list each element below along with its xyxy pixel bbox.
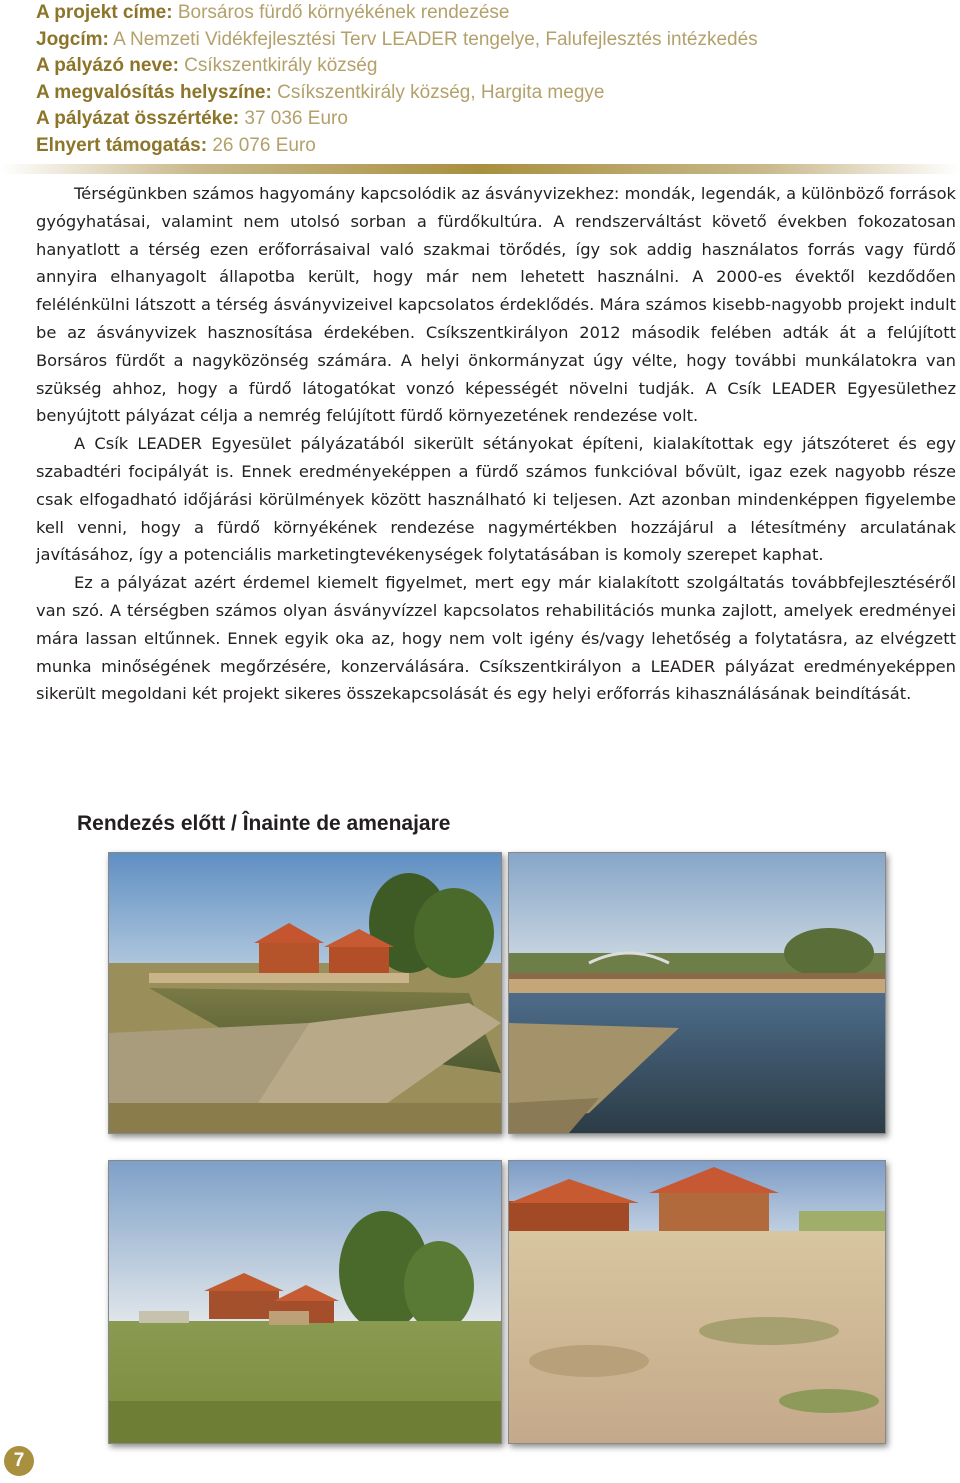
page-number-badge: 7 (4, 1446, 34, 1476)
paragraph-3: Ez a pályázat azért érdemel kiemelt figyelmet, mert egy már kialakított szolgáltatás továbbfejlesztéséről van szó. A térségben számos olyan ásványvízzel kapcsolatos rehabilitációs munka zajlott, amelyek eredményei mára lassan eltűnnek. Ennek egyik oka az, hogy nem volt igény és/vagy lehetőség a folytatásra, az elvégzett munka minőségének megőrzésére, konzerválására. Csíkszentkirályon a LEADER pályázat eredményeképpen sikerült megoldani két projekt sikeres összekapcsolását és egy helyi erőforrás kihasználásának beindítását. (36, 573, 956, 704)
location-line: A megvalósítás helyszíne: Csíkszentkirály község, Hargita megye (36, 81, 605, 103)
paragraph-2: A Csík LEADER Egyesület pályázatából sikerült sétányokat építeni, kialakítottak egy játszóteret és egy szabadtéri focipályát is. Ennek eredményeképpen a fürdő számos funkcióval bővült, igaz ezek nagyobb része csak elfogadható időjárási körülmények között használható ki teljesen. Azt azonban mindenképpen figyelembe kell venni, hogy a fürdő környékének rendezése nagymértékben hozzájárul a létesítmény arculatának javításához, így a potenciális marketingtevékenységek folytatásában is komoly szerepet kaphat. (36, 434, 956, 565)
project-title-line: A projekt címe: Borsáros fürdő környékének rendezése (36, 2, 510, 23)
legal-title-line: Jogcím: A Nemzeti Vidékfejlesztési Terv LEADER tengelye, Falufejlesztés intézkedés (36, 28, 758, 50)
paragraph-1: Térségünkben számos hagyomány kapcsolódik az ásványvizekhez: mondák, legendák, a különböző források gyógyhatásai, valamint nem utolsó sorban a fürdőkultúra. A rendszerváltást követő években fokozatosan hanyatlott a térség ezen erőforrásaival való szakmai törődés, így sok addig használatos forrás vagy fürdő annyira elhanyagolt állapotba került, hogy már nem lehetett használni. A 2000-es évektől kezdődően felélénkülni látszott a térség ásványvizeivel kapcsolatos érdeklődés. Mára számos kisebb-nagyobb projekt indult be az ásványvizek hasznosítása érdekében. Csíkszentkirályon 2012 második felében adták át a felújított Borsáros fürdőt a nagyközönség számára. A helyi önkormányzat úgy vélte, hogy további munkálatokra van szükség ahhoz, hogy a fürdő látogatókat vonzó képességét növelni tudják. A Csík LEADER Egyesülethez benyújtott pályázat célja a nemrég felújított fürdő környezetének rendezése volt. (36, 184, 956, 426)
photo-caption: Rendezés előtt / Înainte de amenajare (77, 812, 451, 835)
total-value-line: A pályázat összértéke: 37 036 Euro (36, 108, 348, 129)
divider-rule (0, 164, 960, 174)
grant-line: Elnyert támogatás: 26 076 Euro (36, 134, 316, 156)
photo-cabin-sand (508, 1160, 886, 1444)
photo-pool-deck (108, 852, 502, 1134)
photo-pool-walkway (508, 852, 886, 1134)
article-body (36, 180, 956, 708)
photo-cabins-landscape (108, 1160, 502, 1444)
applicant-line: A pályázó neve: Csíkszentkirály község (36, 55, 378, 76)
project-info-block (36, 0, 936, 159)
